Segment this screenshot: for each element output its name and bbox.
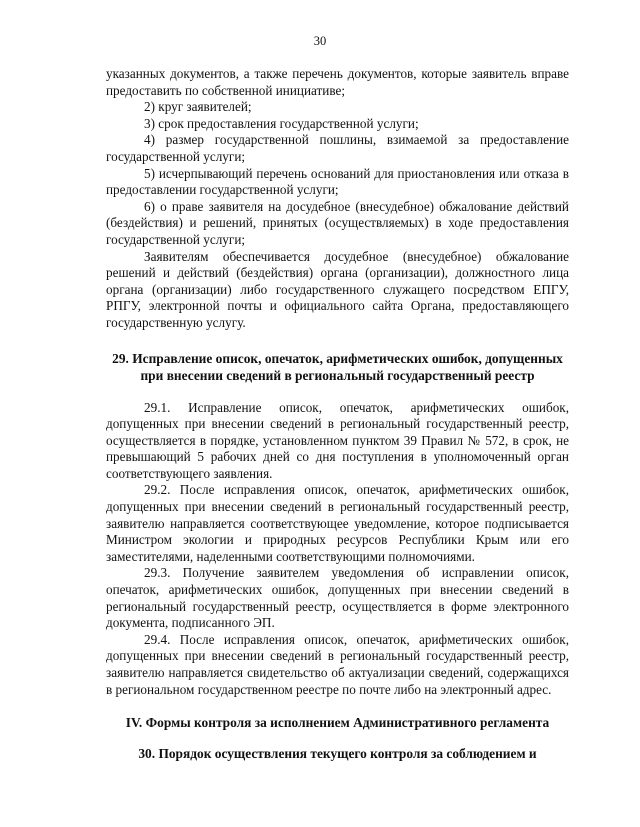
page-number: 30 (313, 34, 327, 48)
paragraph-29-3: 29.3. Получение заявителем уведомления об исправлении описок, опечаток, арифметических ошибок, допущенных при внесении сведений в региональный государственный реестр, осуществляется в форме электронного документа, подписанного ЭП. (106, 565, 569, 631)
document-body (106, 66, 569, 762)
list-item: 3) срок предоставления государственной услуги; (144, 115, 419, 131)
list-item: 5) исчерпывающий перечень оснований для приостановления или отказа в предоставлении государственной услуги; (106, 165, 569, 198)
list-item: 2) круг заявителей; (144, 99, 252, 115)
section-30-heading: 30. Порядок осуществления текущего контроля за соблюдением и (138, 746, 537, 762)
list-item: 6) о праве заявителя на досудебное (внесудебное) обжалование действий (бездействия) и решений, принятых (осуществляемых) в ходе предоставления государственной услуги; (106, 198, 569, 247)
section-29-heading: 29. Исправление описок, опечаток, арифметических ошибок, допущенных при внесении сведений в региональный государственный реестр (112, 350, 563, 383)
section-iv-heading: IV. Формы контроля за исполнением Административного регламента (125, 715, 550, 731)
paragraph-29-4: 29.4. После исправления описок, опечаток, арифметических ошибок, допущенных при внесении сведений в региональный государственный реестр, заявителю направляется свидетельство об актуализации сведений, содержащихся в региональном государственном реестре по почте либо на электронный адрес. (106, 631, 569, 697)
paragraph-29-2: 29.2. После исправления описок, опечаток, арифметических ошибок, допущенных при внесении сведений в региональный государственный реестр, заявителю направляется соответствующее уведомление, которое подписывается Министром экологии и природных ресурсов Республики Крым или его заместителями, наделенными соответствующими полномочиями. (106, 482, 569, 564)
list-item: 4) размер государственной пошлины, взимаемой за предоставление государственной услуги; (106, 132, 569, 164)
intro-continuation: указанных документов, а также перечень документов, которые заявитель вправе предоставить по собственной инициативе; (106, 66, 569, 98)
paragraph-29-1: 29.1. Исправление описок, опечаток, арифметических ошибок, допущенных при внесении сведений в региональный государственный реестр, осуществляется в порядке, установленном пунктом 39 Правил № 572, в срок, не превышающий 5 рабочих дней со дня поступления в уполномоченный орган соответствующего заявления. (106, 399, 569, 481)
intro-closing-paragraph: Заявителям обеспечивается досудебное (внесудебное) обжалование решений и действий (бездействия) органа (организации), должностного лица органа (организации) либо государственного служащего посредством ЕПГУ, РПГУ, электронной почты и официального сайта Органа, предоставляющего государственную услугу. (106, 248, 569, 330)
